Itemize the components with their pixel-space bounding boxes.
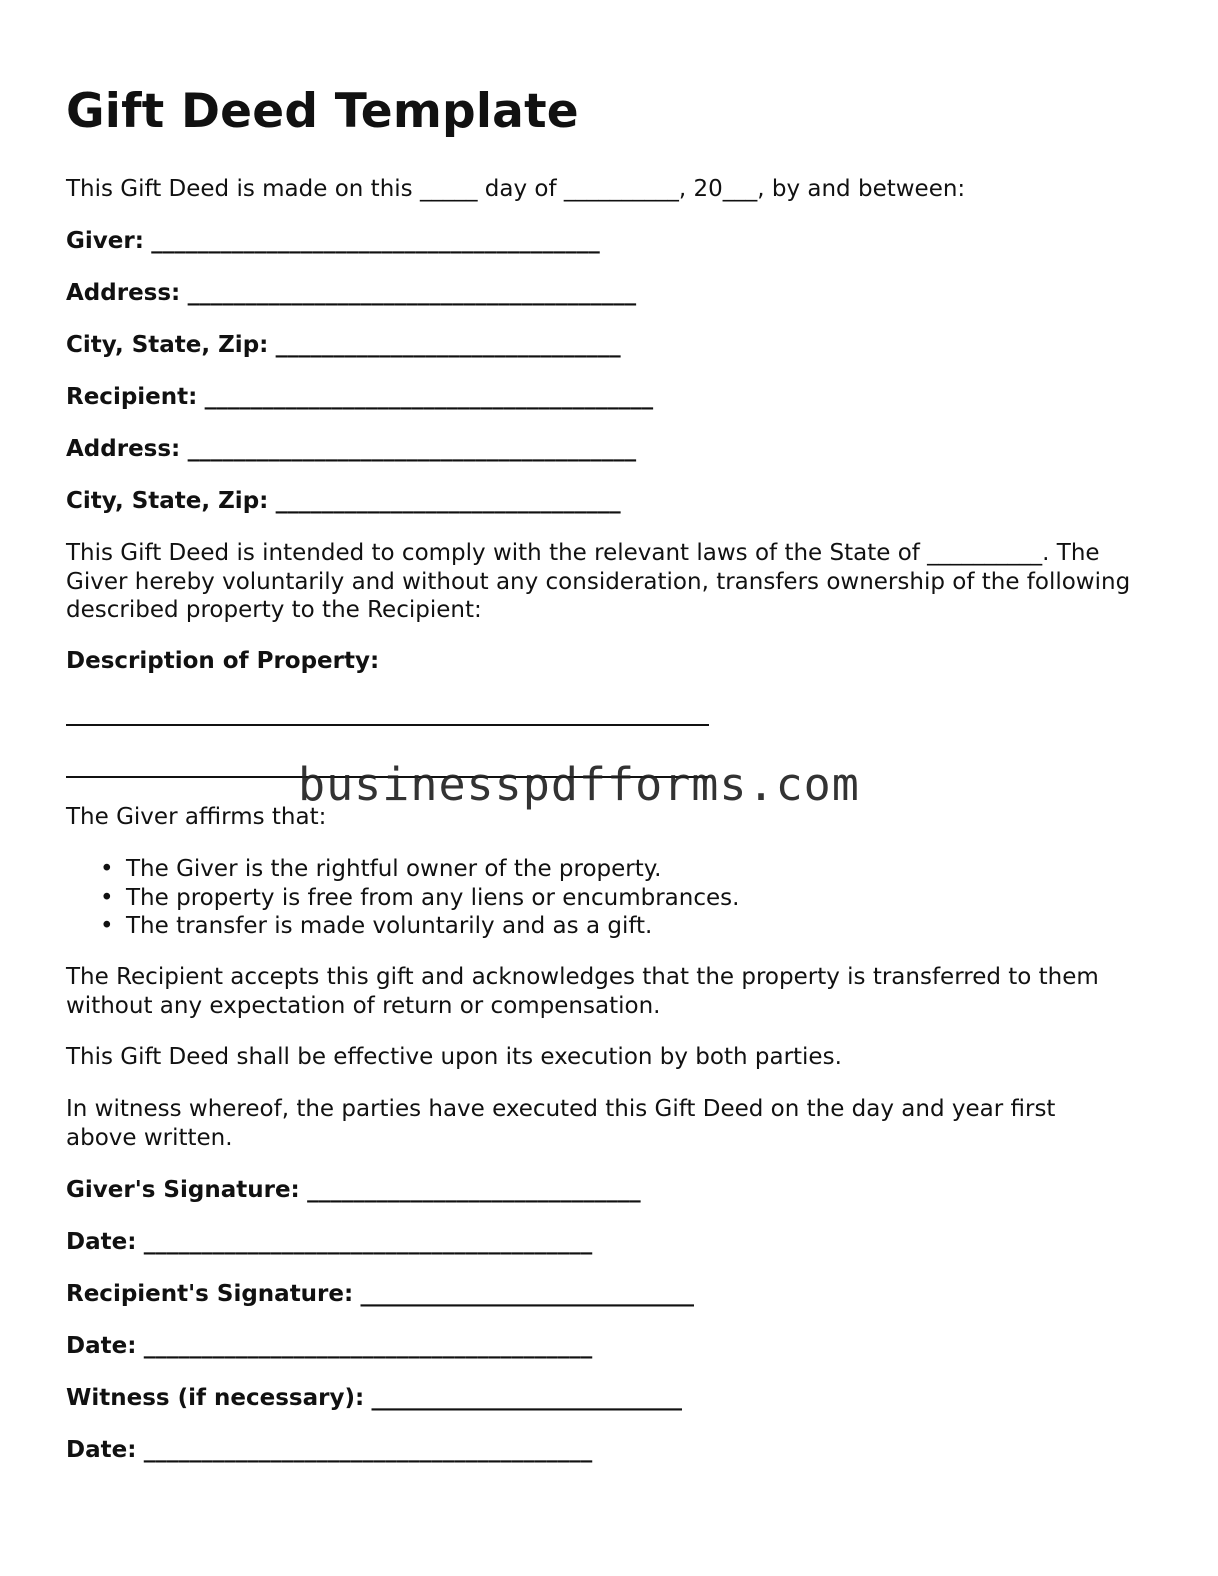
giver-name-label: Giver: xyxy=(66,228,144,254)
giver-signature-field[interactable]: _____________________________ xyxy=(307,1177,641,1203)
affirmation-text: The transfer is made voluntarily and as a gift. xyxy=(126,913,653,939)
giver-address-label: Address: xyxy=(66,280,181,306)
recipient-signature-label: Recipient's Signature: xyxy=(66,1281,354,1307)
recipient-name-row xyxy=(66,383,653,411)
effective-paragraph: This Gift Deed shall be effective upon its execution by both parties. xyxy=(66,1044,842,1070)
giver-name-field[interactable]: _______________________________________ xyxy=(151,228,600,254)
recipient-city-row xyxy=(66,487,621,515)
compliance-paragraph: This Gift Deed is intended to comply with the relevant laws of the State of __________. The Giver hereby voluntarily and without any consideration, transfers ownership of the following described property to the Recipient: xyxy=(66,540,1131,623)
affirmation-text: The property is free from any liens or encumbrances. xyxy=(126,884,740,911)
giver-date-row xyxy=(66,1228,592,1256)
bullet-icon: • xyxy=(100,856,114,882)
recipient-date-label: Date: xyxy=(66,1333,137,1359)
recipient-date-row xyxy=(66,1332,592,1360)
recipient-address-row xyxy=(66,435,636,463)
giver-signature-row xyxy=(66,1176,641,1204)
bullet-icon: • xyxy=(100,884,114,911)
witness-date-label: Date: xyxy=(66,1437,137,1463)
witness-paragraph: In witness whereof, the parties have executed this Gift Deed on the day and year first above written. xyxy=(66,1096,1056,1151)
watermark-text: businesspdfforms.com xyxy=(298,758,860,811)
giver-city-row xyxy=(66,331,621,359)
giver-signature-label: Giver's Signature: xyxy=(66,1177,300,1203)
property-description-label: Description of Property: xyxy=(66,648,380,674)
recipient-city-label: City, State, Zip: xyxy=(66,488,269,514)
affirm-intro: The Giver affirms that: xyxy=(66,804,327,830)
giver-date-field[interactable]: _______________________________________ xyxy=(143,1229,593,1255)
intro-line: This Gift Deed is made on this _____ day of __________, 20___, by and between: xyxy=(66,176,966,202)
giver-city-field[interactable]: ______________________________ xyxy=(275,332,621,358)
giver-date-label: Date: xyxy=(66,1229,137,1255)
recipient-signature-row xyxy=(66,1280,694,1308)
witness-signature-field[interactable]: ___________________________ xyxy=(371,1385,682,1411)
recipient-date-field[interactable]: _______________________________________ xyxy=(143,1333,593,1359)
giver-address-field[interactable]: _______________________________________ xyxy=(187,280,637,306)
acceptance-paragraph: The Recipient accepts this gift and acknowledges that the property is transferred to them without any expectation of return or compensation. xyxy=(66,964,1099,1019)
recipient-city-field[interactable]: ______________________________ xyxy=(275,488,621,514)
list-item xyxy=(100,912,739,941)
recipient-name-label: Recipient: xyxy=(66,384,198,410)
witness-date-field[interactable]: _______________________________________ xyxy=(143,1437,593,1463)
recipient-address-field[interactable]: _______________________________________ xyxy=(187,436,637,462)
giver-name-row xyxy=(66,227,600,255)
giver-address-row xyxy=(66,279,636,307)
recipient-name-field[interactable]: _______________________________________ xyxy=(204,384,654,410)
affirmation-text: The Giver is the rightful owner of the property. xyxy=(126,856,662,882)
recipient-address-label: Address: xyxy=(66,436,181,462)
giver-city-label: City, State, Zip: xyxy=(66,332,269,358)
property-description-line-1[interactable] xyxy=(66,724,709,726)
list-item xyxy=(100,884,740,913)
list-item xyxy=(100,855,739,884)
page-title: Gift Deed Template xyxy=(66,84,579,139)
witness-signature-row xyxy=(66,1384,682,1412)
witness-date-row xyxy=(66,1436,592,1464)
recipient-signature-field[interactable]: _____________________________ xyxy=(360,1281,695,1307)
witness-signature-label: Witness (if necessary): xyxy=(66,1385,365,1411)
bullet-icon: • xyxy=(100,913,114,939)
affirmation-list xyxy=(66,855,739,941)
